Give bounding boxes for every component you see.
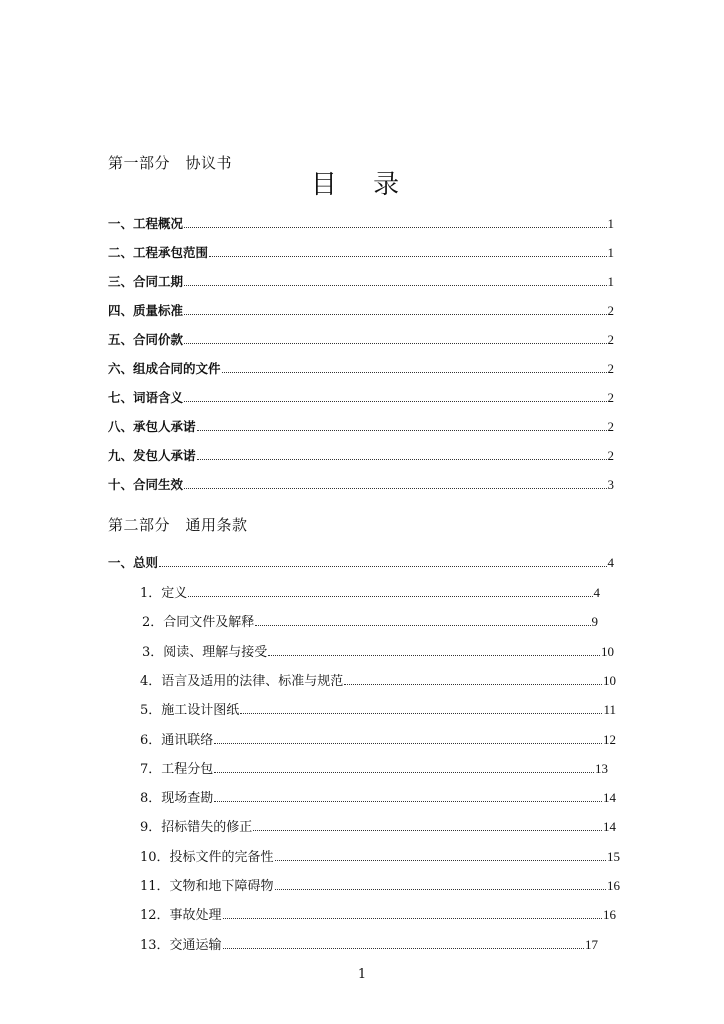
toc-entry-label: 一、总则: [108, 555, 159, 570]
leader-dots: [223, 917, 602, 919]
toc-entry-page: 1: [607, 245, 614, 260]
toc-entry-page: 2: [607, 303, 614, 318]
toc-entry-label: 3．阅读、理解与接受: [142, 645, 268, 660]
leader-dots: [222, 371, 607, 373]
toc-entry-page: 16: [603, 907, 616, 922]
toc-entry-page: 10: [603, 673, 616, 688]
toc-entry-page: 1: [607, 216, 614, 231]
leader-dots: [214, 742, 602, 744]
toc-entry[interactable]: [108, 301, 614, 319]
toc-entry-page: 10: [601, 644, 614, 659]
toc-entry-page: 14: [603, 819, 616, 834]
toc-subentry[interactable]: [140, 788, 616, 806]
toc-entry-page: 14: [603, 790, 616, 805]
leader-dots: [184, 400, 606, 402]
toc-entry-label: 6．通讯联络: [140, 733, 214, 748]
leader-dots: [223, 947, 584, 949]
toc-entry-label: 三、合同工期: [108, 274, 184, 289]
toc-entry-page: 12: [603, 732, 616, 747]
toc-entry-label: 9．招标错失的修正: [140, 820, 253, 835]
toc-entry-label: 六、组成合同的文件: [108, 361, 221, 376]
toc-entry-label: 4．语言及适用的法律、标准与规范: [140, 674, 344, 689]
toc-entry-label: 11．文物和地下障碍物: [140, 879, 274, 894]
toc-entry-page: 2: [607, 361, 614, 376]
toc-subentry[interactable]: [140, 583, 600, 601]
leader-dots: [159, 565, 606, 567]
toc-subentry[interactable]: [140, 700, 616, 718]
leader-dots: [253, 829, 602, 831]
toc-entry[interactable]: [108, 243, 614, 261]
leader-dots: [240, 712, 602, 714]
leader-dots: [214, 800, 602, 802]
part1-heading: 第一部分 协议书: [108, 154, 233, 172]
toc-entry-page: 2: [607, 390, 614, 405]
toc-subentry[interactable]: [140, 817, 616, 835]
leader-dots: [184, 313, 606, 315]
toc-entry[interactable]: [108, 214, 614, 232]
toc-entry[interactable]: [108, 475, 614, 493]
toc-entry-page: 16: [607, 878, 620, 893]
leader-dots: [197, 429, 607, 431]
leader-dots: [275, 888, 606, 890]
toc-entry-label: 1．定义: [140, 586, 188, 601]
toc-entry-label: 七、词语含义: [108, 390, 184, 405]
toc-entry-page: 2: [607, 448, 614, 463]
part2-heading: 第二部分 通用条款: [108, 516, 248, 534]
toc-entry-page: 17: [585, 937, 598, 952]
leader-dots: [209, 255, 606, 257]
toc-entry[interactable]: [108, 359, 614, 377]
toc-entry-page: 3: [607, 477, 614, 492]
toc-subentry[interactable]: [140, 759, 608, 777]
leader-dots: [184, 226, 606, 228]
toc-entry[interactable]: [108, 330, 614, 348]
toc-entry-page: 13: [595, 761, 608, 776]
toc-entry-label: 二、工程承包范围: [108, 245, 209, 260]
leader-dots: [184, 284, 606, 286]
toc-subentry[interactable]: [140, 935, 598, 953]
toc-entry-page: 15: [607, 849, 620, 864]
toc-entry-label: 10．投标文件的完备性: [140, 850, 274, 865]
leader-dots: [255, 624, 590, 626]
toc-entry-label: 12．事故处理: [140, 908, 222, 923]
toc-entry-label: 8．现场查勘: [140, 791, 214, 806]
toc-entry-label: 7．工程分包: [140, 762, 214, 777]
toc-entry-page: 1: [607, 274, 614, 289]
toc-entry-label: 五、合同价款: [108, 332, 184, 347]
toc-subentry[interactable]: [142, 612, 598, 630]
toc-entry-label: 四、质量标准: [108, 303, 184, 318]
toc-subentry[interactable]: [142, 642, 614, 660]
toc-entry-label: 九、发包人承诺: [108, 448, 196, 463]
leader-dots: [275, 859, 606, 861]
toc-entry-label: 5．施工设计图纸: [140, 703, 240, 718]
toc-entry-page: 4: [593, 585, 600, 600]
toc-subentry[interactable]: [140, 671, 616, 689]
toc-entry-label: 13．交通运输: [140, 938, 222, 953]
leader-dots: [344, 683, 602, 685]
toc-entry-label: 2．合同文件及解释: [142, 615, 255, 630]
toc-entry-page: 9: [591, 614, 598, 629]
toc-subentry[interactable]: [140, 847, 620, 865]
toc-title: 目 录: [310, 170, 414, 200]
toc-entry-page: 2: [607, 332, 614, 347]
toc-entry-page: 4: [607, 555, 614, 570]
leader-dots: [184, 487, 606, 489]
leader-dots: [197, 458, 607, 460]
toc-entry[interactable]: [108, 446, 614, 464]
leader-dots: [184, 342, 606, 344]
toc-entry[interactable]: [108, 272, 614, 290]
toc-subentry[interactable]: [140, 905, 616, 923]
toc-entry[interactable]: [108, 388, 614, 406]
leader-dots: [268, 654, 600, 656]
toc-subentry[interactable]: [140, 730, 616, 748]
toc-entry-label: 八、承包人承诺: [108, 419, 196, 434]
toc-subentry[interactable]: [140, 876, 620, 894]
toc-entry-page: 2: [607, 419, 614, 434]
toc-entry-label: 十、合同生效: [108, 477, 184, 492]
toc-entry-page: 11: [603, 702, 616, 717]
leader-dots: [214, 771, 594, 773]
toc-entry-label: 一、工程概况: [108, 216, 184, 231]
toc-entry[interactable]: [108, 417, 614, 435]
page-number: 1: [357, 967, 367, 982]
leader-dots: [188, 595, 592, 597]
toc-section-entry[interactable]: [108, 553, 614, 571]
